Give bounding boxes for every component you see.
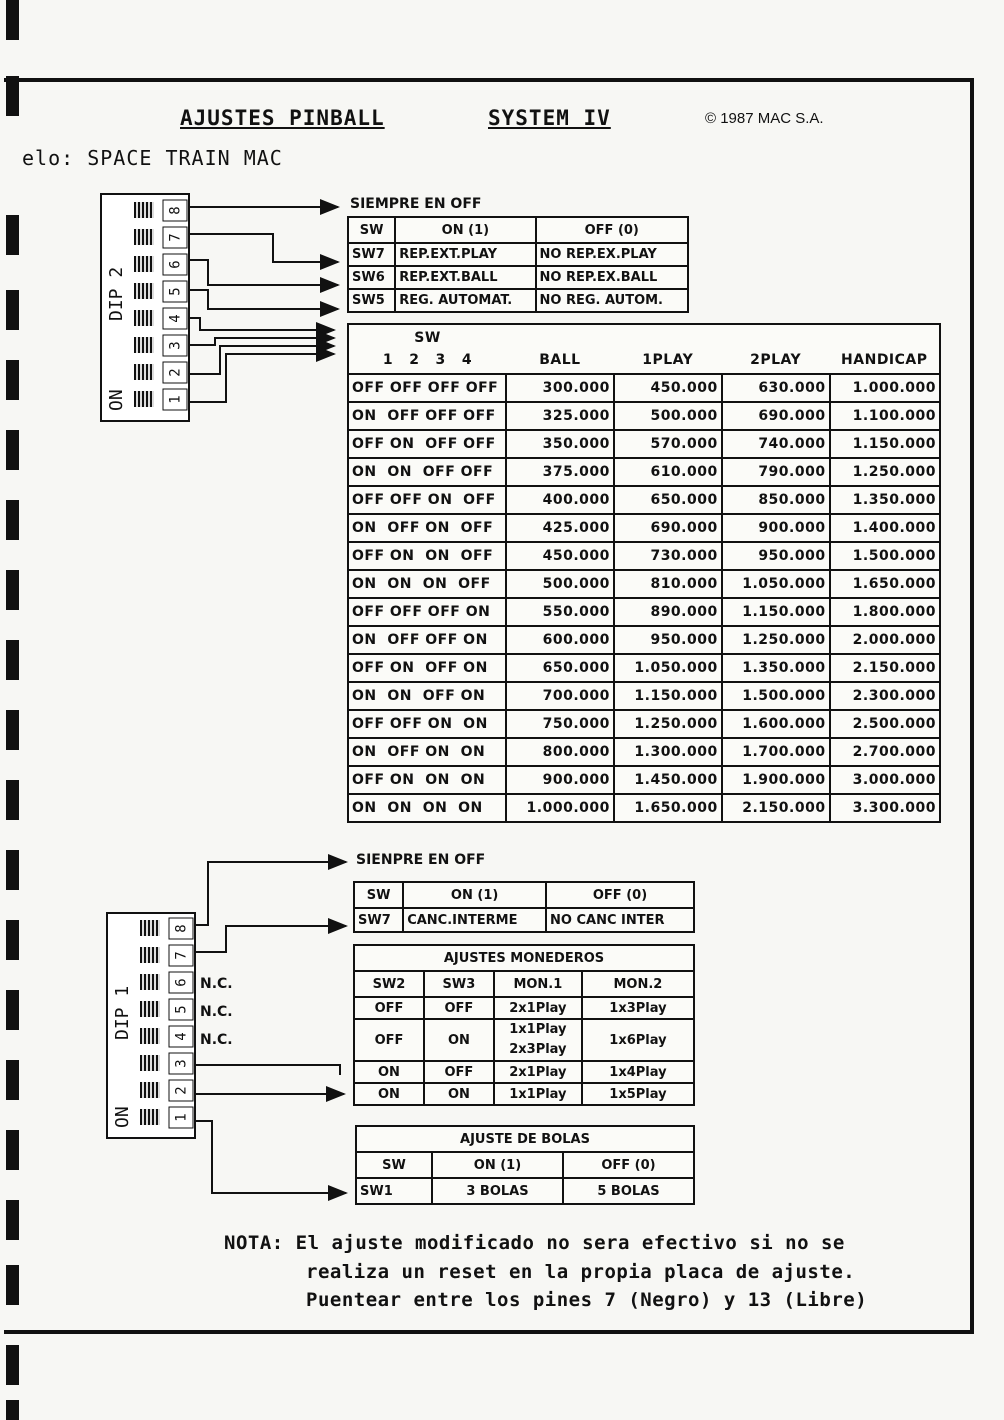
- table-cell: 690.000: [614, 514, 722, 542]
- copyright: © 1987 MAC S.A.: [705, 110, 824, 127]
- table-row: [348, 710, 940, 738]
- table-cell: REP.EXT.PLAY: [395, 243, 535, 266]
- table-cell: 1.000.000: [830, 374, 940, 402]
- score-header-sw-row: [348, 324, 940, 347]
- header-cell: MON.1: [494, 971, 582, 997]
- table-row: [348, 430, 940, 458]
- table-cell: 2x1Play: [494, 1061, 582, 1083]
- nc-label-sw6: N.C.: [200, 976, 233, 992]
- table-cell: 1x6Play: [582, 1019, 694, 1061]
- line-sw5-dip2: [186, 290, 338, 309]
- table-cell: 350.000: [506, 430, 614, 458]
- switch-combo-cell: OFF ON ON ON: [348, 766, 506, 794]
- table-cell: SW7: [348, 243, 395, 266]
- table-cell: 690.000: [722, 402, 830, 430]
- table-cell: 630.000: [722, 374, 830, 402]
- header-cell: SW3: [424, 971, 494, 997]
- score-header-row: [348, 347, 940, 374]
- dip2-on-label: ON: [106, 389, 127, 411]
- table-cell: 900.000: [506, 766, 614, 794]
- table-cell: 3 BOLAS: [432, 1178, 563, 1204]
- dip2-switch-1[interactable]: 1: [132, 386, 162, 411]
- switch-combo-cell: ON ON OFF OFF: [348, 458, 506, 486]
- table-row: [348, 766, 940, 794]
- switch-combo-cell: OFF ON ON OFF: [348, 542, 506, 570]
- table-cell: 2.000.000: [830, 626, 940, 654]
- table-cell: 750.000: [506, 710, 614, 738]
- table-cell: 1.400.000: [830, 514, 940, 542]
- line-sw7-dip1: [193, 926, 346, 952]
- coin-table-title: AJUSTES MONEDEROS: [354, 945, 694, 971]
- dip1-switch-block: [106, 912, 196, 1139]
- switch-combo-cell: OFF OFF ON ON: [348, 710, 506, 738]
- table-cell: 5 BOLAS: [563, 1178, 694, 1204]
- table-cell: 790.000: [722, 458, 830, 486]
- header-cell: SW: [356, 1152, 432, 1178]
- dip1-label: DIP 1: [112, 985, 133, 1040]
- table-cell: 1.150.000: [722, 598, 830, 626]
- table-row: [348, 486, 940, 514]
- table-cell: NO REP.EX.PLAY: [536, 243, 689, 266]
- header-cell: MON.2: [582, 971, 694, 997]
- table-cell: SW7: [354, 908, 403, 932]
- table-cell: 1.000.000: [506, 794, 614, 822]
- dip2-label: DIP 2: [106, 266, 127, 321]
- table-cell: OFF: [354, 997, 424, 1019]
- table-cell: 1.250.000: [830, 458, 940, 486]
- table-cell: 1.700.000: [722, 738, 830, 766]
- table-cell: 300.000: [506, 374, 614, 402]
- dip1-switch-8[interactable]: 8: [138, 915, 168, 940]
- table-cell: 1x1Play 2x3Play: [494, 1019, 582, 1061]
- dip2-switch-7[interactable]: 7: [132, 224, 162, 249]
- table-cell: 1.250.000: [722, 626, 830, 654]
- nc-label-sw5: N.C.: [200, 1004, 233, 1020]
- table-cell: 890.000: [614, 598, 722, 626]
- table-cell: 450.000: [614, 374, 722, 402]
- table-cell: 1.050.000: [614, 654, 722, 682]
- header-cell: ON (1): [432, 1152, 563, 1178]
- dip2-switch-6[interactable]: 6: [132, 251, 162, 276]
- dip2-switch-4[interactable]: 4: [132, 305, 162, 330]
- model-name: elo: SPACE TRAIN MAC: [22, 146, 283, 170]
- header-cell: OFF (0): [536, 217, 689, 243]
- table-row: [348, 626, 940, 654]
- switch-combo-cell: OFF ON OFF OFF: [348, 430, 506, 458]
- header-cell: SW: [348, 217, 395, 243]
- switch-combo-cell: ON ON ON OFF: [348, 570, 506, 598]
- table-cell: 325.000: [506, 402, 614, 430]
- table-cell: 1.350.000: [830, 486, 940, 514]
- table-cell: REG. AUTOMAT.: [395, 289, 535, 312]
- title-system: SYSTEM IV: [488, 106, 611, 130]
- dip2-always-off: SIEMPRE EN OFF: [350, 196, 482, 212]
- table-cell: 1.800.000: [830, 598, 940, 626]
- table-cell: 900.000: [722, 514, 830, 542]
- dip1-switch-7[interactable]: 7: [138, 942, 168, 967]
- table-cell: 1x3Play: [582, 997, 694, 1019]
- table-row: [348, 654, 940, 682]
- table-cell: 1x1Play: [494, 1083, 582, 1105]
- table-cell: 1.150.000: [830, 430, 940, 458]
- coin-settings-table: [353, 944, 695, 1106]
- header-cell: OFF (0): [563, 1152, 694, 1178]
- table-cell: OFF: [424, 1061, 494, 1083]
- header-cell: ON (1): [395, 217, 535, 243]
- switch-combo-cell: OFF OFF OFF ON: [348, 598, 506, 626]
- switch-combo-cell: ON OFF OFF OFF: [348, 402, 506, 430]
- title-main: AJUSTES PINBALL: [180, 106, 385, 130]
- table-row: [348, 738, 940, 766]
- dip1-switch-6[interactable]: 6: [138, 969, 168, 994]
- dip1-on-label: ON: [112, 1106, 133, 1128]
- table-header-row: [354, 971, 694, 997]
- sw-numbers: 1 2 3 4: [382, 352, 473, 368]
- table-cell: ON: [354, 1061, 424, 1083]
- table-header-row: [356, 1152, 694, 1178]
- switch-combo-cell: ON OFF ON ON: [348, 738, 506, 766]
- dip2-switch-2[interactable]: 2: [132, 359, 162, 384]
- switch-combo-cell: ON ON OFF ON: [348, 682, 506, 710]
- table-cell: 500.000: [506, 570, 614, 598]
- table-cell: 570.000: [614, 430, 722, 458]
- table-cell: 1.900.000: [722, 766, 830, 794]
- table-row: [348, 598, 940, 626]
- table-cell: 1.650.000: [614, 794, 722, 822]
- table-cell: 1.600.000: [722, 710, 830, 738]
- table-cell: 425.000: [506, 514, 614, 542]
- table-row: [354, 1019, 694, 1061]
- dip2-options-table: [347, 216, 689, 313]
- line-sw7-dip2: [186, 234, 338, 262]
- table-cell: 650.000: [506, 654, 614, 682]
- header-cell: BALL: [539, 352, 581, 368]
- table-cell: 1.050.000: [722, 570, 830, 598]
- sw-header: SW: [414, 330, 441, 346]
- dip1-switch-4[interactable]: 4: [138, 1023, 168, 1048]
- header-cell: SW2: [354, 971, 424, 997]
- table-title-row: [356, 1126, 694, 1152]
- table-cell: 1.150.000: [614, 682, 722, 710]
- table-cell: 950.000: [722, 542, 830, 570]
- table-row: [356, 1178, 694, 1204]
- switch-combo-cell: ON OFF ON OFF: [348, 514, 506, 542]
- table-cell: 3.300.000: [830, 794, 940, 822]
- dip1-switch-5[interactable]: 5: [138, 996, 168, 1021]
- table-cell: 650.000: [614, 486, 722, 514]
- header-cell: 1PLAY: [642, 352, 694, 368]
- table-cell: 850.000: [722, 486, 830, 514]
- table-row: [348, 542, 940, 570]
- table-cell: SW5: [348, 289, 395, 312]
- table-header-row: [354, 882, 694, 908]
- table-cell: 2.150.000: [830, 654, 940, 682]
- table-cell: 400.000: [506, 486, 614, 514]
- line-sw3-dip1: [193, 1065, 340, 1075]
- table-cell: 2.700.000: [830, 738, 940, 766]
- ball-table-title: AJUSTE DE BOLAS: [356, 1126, 694, 1152]
- table-cell: 3.000.000: [830, 766, 940, 794]
- table-cell: NO CANC INTER: [546, 908, 694, 932]
- table-cell: 500.000: [614, 402, 722, 430]
- note-line-2: realiza un reset en la propia placa de ajuste.: [306, 1261, 856, 1283]
- dip2-switch-5[interactable]: 5: [132, 278, 162, 303]
- table-cell: ON: [424, 1083, 494, 1105]
- table-cell: ON: [424, 1019, 494, 1061]
- table-row: [348, 289, 688, 312]
- dip2-switch-block: [100, 193, 190, 422]
- line-sw1-dip1: [193, 1121, 346, 1193]
- table-cell: 950.000: [614, 626, 722, 654]
- table-row: [348, 266, 688, 289]
- table-cell: 740.000: [722, 430, 830, 458]
- dip2-switches: [132, 195, 186, 416]
- table-row: [348, 458, 940, 486]
- table-cell: 1x5Play: [582, 1083, 694, 1105]
- table-cell: 810.000: [614, 570, 722, 598]
- table-row: [348, 682, 940, 710]
- line-sw4-dip2: [186, 318, 334, 330]
- dip1-switches: [138, 914, 192, 1133]
- table-row: [348, 514, 940, 542]
- table-cell: OFF: [424, 997, 494, 1019]
- table-cell: 1.250.000: [614, 710, 722, 738]
- header-cell: 2PLAY: [750, 352, 802, 368]
- line-sw8-dip1: [193, 862, 346, 925]
- table-cell: SW1: [356, 1178, 432, 1204]
- line-sw2-dip2: [186, 346, 334, 374]
- table-row: [348, 794, 940, 822]
- table-cell: 1.450.000: [614, 766, 722, 794]
- table-cell: 450.000: [506, 542, 614, 570]
- table-row: [354, 908, 694, 932]
- table-cell: 800.000: [506, 738, 614, 766]
- ball-settings-table: [355, 1125, 695, 1205]
- table-cell: REP.EXT.BALL: [395, 266, 535, 289]
- line-sw3-dip2: [186, 338, 334, 345]
- dip1-switch-3[interactable]: 3: [138, 1050, 168, 1075]
- table-cell: 600.000: [506, 626, 614, 654]
- switch-combo-cell: OFF OFF OFF OFF: [348, 374, 506, 402]
- switch-combo-cell: ON OFF OFF ON: [348, 626, 506, 654]
- dip1-switch-1[interactable]: 1: [138, 1104, 168, 1129]
- table-cell: 2.150.000: [722, 794, 830, 822]
- table-cell: 1x4Play: [582, 1061, 694, 1083]
- table-row: [348, 570, 940, 598]
- table-cell: NO REG. AUTOM.: [536, 289, 689, 312]
- table-cell: 1.350.000: [722, 654, 830, 682]
- table-cell: 375.000: [506, 458, 614, 486]
- table-cell: 1.500.000: [722, 682, 830, 710]
- header-cell: OFF (0): [546, 882, 694, 908]
- table-cell: 1.500.000: [830, 542, 940, 570]
- table-cell: 2.300.000: [830, 682, 940, 710]
- table-header-row: [348, 217, 688, 243]
- nc-label-sw4: N.C.: [200, 1032, 233, 1048]
- table-cell: NO REP.EX.BALL: [536, 266, 689, 289]
- table-row: [354, 997, 694, 1019]
- table-row: [354, 1083, 694, 1105]
- line-sw1-dip2: [186, 354, 334, 402]
- line-sw6-dip2: [186, 260, 338, 285]
- dip1-switch-2[interactable]: 2: [138, 1077, 168, 1102]
- note-line-3: Puentear entre los pines 7 (Negro) y 13 (Libre): [306, 1289, 868, 1311]
- table-cell: 1.650.000: [830, 570, 940, 598]
- table-cell: 1.100.000: [830, 402, 940, 430]
- table-cell: 730.000: [614, 542, 722, 570]
- table-row: [348, 402, 940, 430]
- switch-combo-cell: OFF ON OFF ON: [348, 654, 506, 682]
- dip1-always-off: SIENPRE EN OFF: [356, 852, 486, 868]
- switch-combo-cell: OFF OFF ON OFF: [348, 486, 506, 514]
- header-cell: ON (1): [403, 882, 546, 908]
- table-cell: 550.000: [506, 598, 614, 626]
- table-row: [348, 243, 688, 266]
- note-line-1: NOTA: El ajuste modificado no sera efectivo si no se: [224, 1232, 845, 1254]
- dip1-options-table: [353, 881, 695, 933]
- table-title-row: [354, 945, 694, 971]
- table-cell: CANC.INTERME: [403, 908, 546, 932]
- table-cell: 610.000: [614, 458, 722, 486]
- table-cell: OFF: [354, 1019, 424, 1061]
- table-cell: SW6: [348, 266, 395, 289]
- table-cell: 700.000: [506, 682, 614, 710]
- table-cell: ON: [354, 1083, 424, 1105]
- score-settings-table: [347, 323, 941, 823]
- table-row: [354, 1061, 694, 1083]
- dip2-switch-8[interactable]: 8: [132, 197, 162, 222]
- table-row: [348, 374, 940, 402]
- switch-combo-cell: ON ON ON ON: [348, 794, 506, 822]
- header-cell: HANDICAP: [841, 352, 928, 368]
- header-cell: SW: [354, 882, 403, 908]
- table-cell: 2.500.000: [830, 710, 940, 738]
- table-cell: 1.300.000: [614, 738, 722, 766]
- table-cell: 2x1Play: [494, 997, 582, 1019]
- dip2-switch-3[interactable]: 3: [132, 332, 162, 357]
